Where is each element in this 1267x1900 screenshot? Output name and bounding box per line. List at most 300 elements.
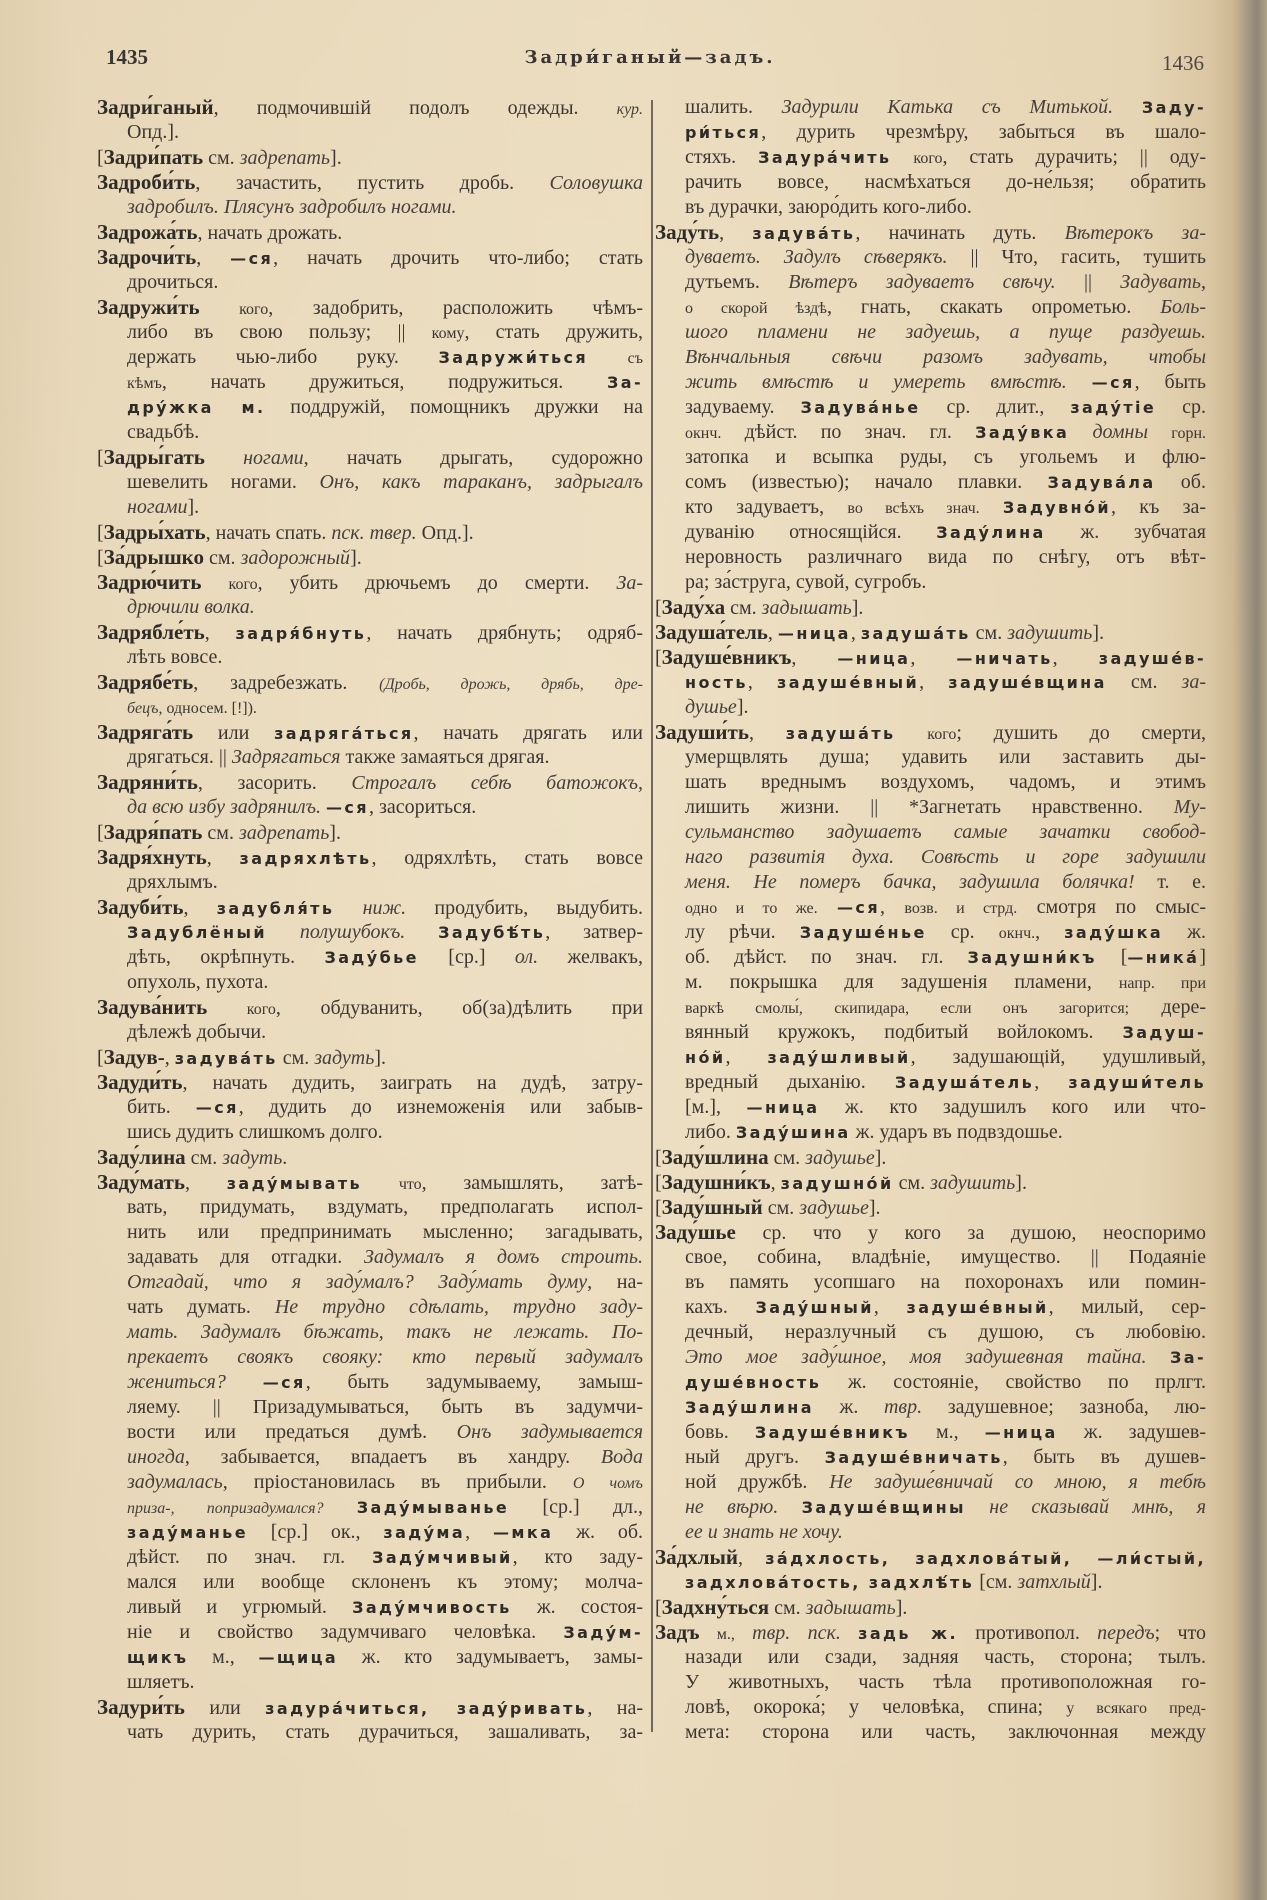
definition-text: ж. bbox=[813, 1396, 884, 1418]
definition-text: [см. bbox=[974, 1571, 1018, 1593]
definition-text: шляетъ. bbox=[127, 1671, 195, 1693]
text-line bbox=[655, 920, 1206, 945]
definition-text: , bbox=[738, 1547, 766, 1569]
text-line bbox=[97, 1620, 643, 1645]
text-line bbox=[97, 670, 643, 695]
definition-text: дѣйст. по знач. гл. bbox=[721, 421, 976, 443]
page-number-left: 1435 bbox=[106, 45, 148, 69]
text-line bbox=[97, 1420, 643, 1445]
grammar-label: кого bbox=[913, 150, 943, 167]
definition-text: чать думать. bbox=[127, 1296, 275, 1318]
definition-text: , милый, сер- bbox=[1048, 1296, 1206, 1318]
derived-form: ри́ться bbox=[685, 123, 762, 142]
definition-text: мался или вообще склоненъ къ этому; молча- bbox=[127, 1571, 643, 1593]
headword: Задъ bbox=[655, 1620, 700, 1644]
definition-text: , bbox=[767, 622, 778, 644]
example-text: полушубокъ. bbox=[299, 921, 406, 943]
definition-text: дрочиться. bbox=[127, 271, 219, 293]
text-line bbox=[655, 1520, 1206, 1545]
text-line bbox=[655, 295, 1206, 320]
definition-text bbox=[1148, 421, 1171, 443]
text-line bbox=[655, 170, 1206, 195]
text-line bbox=[97, 145, 643, 170]
definition-text: , bbox=[1052, 647, 1099, 669]
text-line bbox=[97, 1395, 643, 1420]
example-text: Онъ, какъ тараканъ, задрыгалъ bbox=[319, 471, 643, 493]
definition-text: ср. bbox=[1156, 396, 1206, 418]
text-line bbox=[97, 370, 643, 395]
text-line bbox=[655, 1170, 1206, 1195]
definition-text: . bbox=[282, 1147, 288, 1169]
definition-text: , начать дрыгать, судорожно bbox=[303, 447, 643, 469]
text-line bbox=[97, 295, 643, 320]
derived-form: Задува́ла bbox=[1047, 473, 1156, 492]
definition-text: , дудить до изнеможенія или забыв- bbox=[238, 1096, 643, 1118]
definition-text: , стать дружить, bbox=[464, 321, 643, 343]
definition-text: дечный, неразлучный съ душою, съ любовію. bbox=[685, 1321, 1206, 1343]
definition-text: , одряхлѣть, стать вовсе bbox=[371, 847, 643, 869]
example-text: мать. Задумалъ бѣжать, такъ не лежать. По- bbox=[127, 1321, 643, 1343]
example-text: задуть bbox=[314, 1047, 375, 1069]
definition-text: м., bbox=[188, 1646, 259, 1668]
headword: Задушни́къ bbox=[661, 1170, 771, 1194]
grammar-label: возв. и стрд. bbox=[904, 900, 1018, 917]
definition-text: либо въ свою пользу; || bbox=[127, 321, 432, 343]
definition-text: , bbox=[791, 647, 838, 669]
text-line bbox=[655, 395, 1206, 420]
definition-text bbox=[334, 897, 362, 919]
headword: Заду́шный bbox=[661, 1195, 763, 1219]
text-line bbox=[97, 1370, 643, 1395]
example-text: ногами bbox=[243, 447, 304, 469]
definition-text: [ bbox=[655, 1147, 662, 1169]
definition-text: шись дудить слишкомъ долго. bbox=[127, 1121, 383, 1143]
definition-text: въ дурачки, заюро́дить кого-либо. bbox=[685, 196, 972, 218]
example-text: Вѣтерокъ за- bbox=[1064, 222, 1206, 244]
text-line bbox=[655, 695, 1206, 720]
headword: Задря́пать bbox=[103, 820, 203, 844]
definition-text: шевелить ногами. bbox=[127, 471, 320, 493]
derived-form: Задуша́тель bbox=[894, 1073, 1035, 1092]
text-line bbox=[97, 1520, 643, 1545]
derived-form: Заду́бье bbox=[324, 948, 419, 967]
definition-text: ной дружбѣ. bbox=[685, 1471, 830, 1493]
definition-text: ж. об. bbox=[553, 1521, 643, 1543]
definition-text: , къ за- bbox=[1111, 496, 1206, 518]
text-line bbox=[97, 1645, 643, 1670]
definition-text bbox=[324, 1496, 357, 1518]
text-line bbox=[97, 320, 643, 345]
definition-text: см. bbox=[203, 147, 240, 169]
example-text: Вода bbox=[600, 1446, 643, 1468]
derived-form: заду́тіе bbox=[1070, 398, 1157, 417]
derived-form: ность bbox=[685, 673, 748, 692]
definition-text: задавать для отгадки. bbox=[127, 1246, 365, 1268]
example-text: не вѣрю. bbox=[685, 1496, 779, 1518]
definition-text: ]. bbox=[874, 1147, 887, 1169]
definition-text: стяхъ. bbox=[685, 146, 759, 168]
definition-text: лу рѣчи. bbox=[685, 921, 800, 943]
definition-text: , bbox=[880, 896, 905, 918]
definition-text: || bbox=[1055, 271, 1121, 293]
example-text: душье bbox=[685, 696, 737, 718]
definition-text: либо. bbox=[685, 1121, 736, 1143]
text-line bbox=[655, 1145, 1206, 1170]
definition-text: ]. bbox=[895, 1597, 908, 1619]
definition-text: дутьемъ. bbox=[685, 271, 789, 293]
derived-form: Задушни́къ bbox=[967, 948, 1097, 967]
derived-form: Задуше́вщины bbox=[801, 1498, 966, 1517]
text-line bbox=[97, 1545, 643, 1570]
grammar-label: кому bbox=[431, 325, 465, 342]
definition-text: дѣть, окрѣпнуть. bbox=[127, 946, 325, 968]
example-text: Не трудно сдѣлать, трудно заду- bbox=[274, 1296, 643, 1318]
example-text: иногда bbox=[127, 1446, 185, 1468]
definition-text bbox=[896, 722, 928, 744]
text-line bbox=[97, 870, 643, 895]
grammar-label: во всѣхъ знач. bbox=[847, 500, 980, 517]
definition-text: , подмочившій подолъ одежды. bbox=[213, 97, 617, 119]
definition-text: ж. задушев- bbox=[1057, 1421, 1206, 1443]
derived-form: Заду́мчивость bbox=[352, 1598, 512, 1617]
example-note: О чомъ bbox=[572, 1475, 643, 1492]
text-line bbox=[655, 495, 1206, 520]
example-text: да всю избу задрянилъ. bbox=[127, 796, 321, 818]
grammar-label: у всякаго пред- bbox=[1066, 1700, 1206, 1717]
example-text: Боль- bbox=[1160, 296, 1206, 318]
example-text: Онъ задумывается bbox=[456, 1421, 643, 1443]
example-text: сульманство задушаетъ самые зачатки свобод- bbox=[685, 821, 1206, 843]
definition-text: [ bbox=[97, 1047, 104, 1069]
derived-form: —ся bbox=[230, 249, 274, 268]
derived-form: задуши́тель bbox=[1068, 1073, 1206, 1092]
derived-form: —ница bbox=[777, 624, 851, 643]
derived-form: задуша́ть bbox=[785, 724, 896, 743]
definition-text: см. bbox=[185, 1147, 223, 1169]
definition-text: ср. что у кого за душою, неоспоримо bbox=[735, 1222, 1206, 1244]
headword: Задряни́ть bbox=[97, 770, 198, 794]
definition-text: , начать спать. bbox=[205, 522, 332, 544]
definition-text: [ bbox=[655, 597, 662, 619]
text-line bbox=[97, 695, 643, 720]
page-number-right: 1436 bbox=[1162, 51, 1204, 75]
definition-text: смотря по смыс- bbox=[1017, 896, 1206, 918]
definition-text: ж. ударъ въ подвздошье. bbox=[850, 1121, 1063, 1143]
derived-form: задушно́й bbox=[780, 1174, 894, 1193]
definition-text: У животныхъ, часть тѣла противоположная го- bbox=[685, 1671, 1206, 1693]
derived-form: Задружи́ться bbox=[438, 348, 589, 367]
definition-text bbox=[1069, 421, 1092, 443]
definition-text: , стать дурачить; || оду- bbox=[942, 146, 1206, 168]
definition-text: , bbox=[873, 1296, 907, 1318]
text-line bbox=[655, 845, 1206, 870]
text-line bbox=[655, 1495, 1206, 1520]
headword: Задрожа́ть bbox=[97, 220, 198, 244]
headword: Задуши́ть bbox=[655, 720, 749, 744]
derived-form: дру́жка м. bbox=[127, 398, 266, 417]
example-text: задорожный bbox=[240, 547, 351, 569]
definition-text: , bbox=[1034, 1071, 1069, 1093]
text-line bbox=[655, 1220, 1206, 1245]
definition-text: назади или сзади, задняя часть, сторона; тылъ. bbox=[685, 1646, 1206, 1668]
derived-form: Задублёный bbox=[127, 923, 267, 942]
definition-text: ный другъ. bbox=[685, 1446, 825, 1468]
definition-text: см. bbox=[762, 1197, 800, 1219]
definition-text: , bbox=[919, 671, 949, 693]
definition-text: , задребезжать. bbox=[193, 672, 380, 694]
definition-text: , пріостановилась въ прибыли. bbox=[222, 1471, 573, 1493]
example-text: твр. пск. bbox=[752, 1622, 841, 1644]
headword: Заду́лина bbox=[97, 1145, 186, 1169]
text-line bbox=[97, 770, 643, 795]
definition-text: об. bbox=[1155, 471, 1206, 493]
definition-text: дѣлежѣ добычи. bbox=[127, 1021, 267, 1043]
grammar-label: горн. bbox=[1171, 425, 1206, 442]
derived-form: задуше́в- bbox=[1098, 649, 1206, 668]
derived-form: Заду- bbox=[1141, 98, 1206, 117]
headword: Заду́шлина bbox=[661, 1145, 769, 1169]
text-line bbox=[97, 1345, 643, 1370]
definition-text: ра; за́струга, сувой, сугробъ. bbox=[685, 571, 927, 593]
example-text: задушить bbox=[1007, 622, 1093, 644]
definition-text: т. е. bbox=[1134, 871, 1206, 893]
text-line bbox=[655, 995, 1206, 1020]
example-text: передъ bbox=[1097, 1622, 1155, 1644]
definition-text: , на- bbox=[587, 1697, 643, 1719]
definition-text: , дурить чрезмѣру, забыться въ шало- bbox=[761, 121, 1206, 143]
text-line bbox=[655, 895, 1206, 920]
definition-text bbox=[966, 1496, 989, 1518]
text-line bbox=[655, 1120, 1206, 1145]
example-text: ногами bbox=[127, 496, 188, 518]
example-note: кур. bbox=[616, 101, 643, 118]
definition-text: въ память усопшаго на похоронахъ или помин- bbox=[685, 1271, 1206, 1293]
headword: Задув- bbox=[103, 1045, 165, 1069]
text-line bbox=[655, 245, 1206, 270]
derived-form: —мка bbox=[492, 1523, 554, 1542]
grammar-label: съ bbox=[627, 350, 643, 367]
derived-form: заду́манье bbox=[127, 1523, 248, 1542]
text-line bbox=[97, 1595, 643, 1620]
definition-text: дряхлымъ. bbox=[127, 871, 218, 893]
example-text: дрючили волка. bbox=[127, 596, 255, 618]
example-text: Соловушка bbox=[549, 172, 643, 194]
example-text: задробилъ. Плясунъ задробилъ ногами. bbox=[127, 196, 457, 218]
text-line bbox=[655, 1195, 1206, 1220]
text-line bbox=[655, 345, 1206, 370]
text-line bbox=[655, 320, 1206, 345]
text-line bbox=[655, 620, 1206, 645]
definition-text: [ bbox=[655, 647, 662, 669]
grammar-label: о скорой ѣздѣ bbox=[685, 300, 827, 317]
derived-form: Задуше́вникъ bbox=[754, 1423, 910, 1442]
definition-text: дере- bbox=[1129, 996, 1206, 1018]
derived-form: Заду́шный bbox=[755, 1298, 874, 1317]
text-line bbox=[97, 95, 643, 120]
headword: Задхну́ться bbox=[661, 1595, 770, 1619]
text-line bbox=[655, 870, 1206, 895]
definition-text: опухоль, пухота. bbox=[127, 971, 269, 993]
text-line bbox=[655, 95, 1206, 120]
definition-text: , bbox=[850, 622, 861, 644]
example-text: задышать bbox=[761, 597, 852, 619]
definition-text: ніе и свойство задумчиваго человѣка. bbox=[127, 1621, 564, 1643]
text-line bbox=[97, 1270, 643, 1295]
text-line bbox=[97, 645, 643, 670]
definition-text: , быть bbox=[1134, 371, 1206, 393]
text-line bbox=[655, 595, 1206, 620]
definition-text bbox=[841, 1622, 858, 1644]
definition-text: ]. bbox=[187, 496, 200, 518]
text-line bbox=[655, 1570, 1206, 1595]
definition-text: бовь. bbox=[685, 1421, 755, 1443]
example-text: Это мое заду́шное, моя задушевная тайна. bbox=[685, 1346, 1147, 1368]
derived-form: заду́шливый bbox=[767, 1048, 911, 1067]
definition-text: , обдуванить, об(за)дѣлить при bbox=[275, 997, 643, 1019]
headword: Задрю́чить bbox=[97, 570, 202, 594]
derived-form: Заду́мчивый bbox=[372, 1548, 513, 1567]
definition-text bbox=[207, 997, 247, 1019]
example-text: не сказывай мнѣ, я bbox=[989, 1496, 1206, 1518]
text-line bbox=[655, 1645, 1206, 1670]
text-line bbox=[655, 420, 1206, 445]
definition-text: [ bbox=[1096, 946, 1128, 968]
text-line bbox=[97, 270, 643, 295]
definition-text bbox=[205, 447, 243, 469]
headword: За́дхлый bbox=[655, 1545, 738, 1569]
text-line bbox=[97, 570, 643, 595]
definition-text: ]. bbox=[1015, 1172, 1027, 1194]
text-line bbox=[655, 1320, 1206, 1345]
text-line bbox=[97, 920, 643, 945]
derived-form: задува́ть bbox=[174, 1049, 278, 1068]
text-line bbox=[97, 520, 643, 545]
derived-form: задуше́вщина bbox=[948, 673, 1107, 692]
definition-text: ]. bbox=[736, 696, 749, 718]
definition-text: , начинать дуть. bbox=[855, 222, 1065, 244]
definition-text: , убить дрючьемъ до смерти. bbox=[257, 572, 617, 594]
example-text: твр. bbox=[883, 1396, 923, 1418]
definition-text: кахъ. bbox=[685, 1296, 756, 1318]
definition-text: , задобрить, расположить чѣмъ- bbox=[268, 297, 643, 319]
text-line bbox=[97, 1045, 643, 1070]
definition-text: ; душить до смерти, bbox=[956, 722, 1206, 744]
text-line bbox=[97, 745, 643, 770]
text-line bbox=[655, 445, 1206, 470]
derived-form: заду́мывать bbox=[226, 1174, 363, 1193]
definition-text: м. покрышка для задушенія пламени, bbox=[685, 971, 1119, 993]
left-column bbox=[97, 95, 643, 1745]
headword: За́дрышко bbox=[103, 545, 205, 569]
text-line bbox=[97, 395, 643, 420]
derived-form: Задуш- bbox=[1122, 1023, 1206, 1042]
definition-text: , кто заду- bbox=[512, 1546, 643, 1568]
derived-form: Заду́м- bbox=[563, 1623, 643, 1642]
headword: Задри́пать bbox=[103, 145, 204, 169]
text-line bbox=[97, 1320, 643, 1345]
example-text: меня. Не померъ бачка, задушила болячка! bbox=[685, 871, 1135, 893]
definition-text: [ср.] дл., bbox=[509, 1496, 643, 1518]
example-text: за- bbox=[1181, 671, 1206, 693]
derived-form: —ничать bbox=[956, 649, 1053, 668]
headword: Задури́ть bbox=[97, 1695, 185, 1719]
text-line bbox=[97, 1020, 643, 1045]
text-line bbox=[655, 1045, 1206, 1070]
headword: Заду́ть bbox=[655, 220, 720, 244]
definition-text: [ bbox=[655, 1597, 662, 1619]
derived-form: заду́ма bbox=[383, 1523, 466, 1542]
definition-text: шалить. bbox=[685, 96, 782, 118]
derived-form: Задура́чить bbox=[758, 148, 892, 167]
derived-form: задува́ть bbox=[752, 224, 856, 243]
definition-text: ; что bbox=[1154, 1622, 1206, 1644]
text-line bbox=[97, 470, 643, 495]
text-line bbox=[97, 1195, 643, 1220]
headword: Задуби́ть bbox=[97, 895, 184, 919]
definition-text: , bbox=[1201, 271, 1206, 293]
text-line bbox=[655, 470, 1206, 495]
text-line bbox=[97, 120, 643, 145]
definition-text: , bbox=[204, 622, 236, 644]
example-text: задушить bbox=[930, 1172, 1016, 1194]
definition-text: ловѣ, окорока́; у человѣка, спина; bbox=[685, 1696, 1067, 1718]
text-line bbox=[655, 820, 1206, 845]
text-line bbox=[655, 1420, 1206, 1445]
right-column bbox=[655, 95, 1206, 1745]
grammar-label: что bbox=[398, 1176, 422, 1193]
text-line bbox=[97, 420, 643, 445]
derived-form: за́дхлость, задхлова́тый, —ли́стый, bbox=[765, 1549, 1206, 1568]
definition-text bbox=[588, 346, 628, 368]
grammar-label: окнч. bbox=[998, 925, 1036, 942]
text-line bbox=[97, 620, 643, 645]
definition-text: сомъ (известью); начало плавки. bbox=[685, 471, 1048, 493]
grammar-label: кого bbox=[927, 726, 957, 743]
example-text: Вѣтеръ задуваетъ свѣчу. bbox=[788, 271, 1056, 293]
definition-text: Опд.]. bbox=[416, 522, 474, 544]
derived-form: задряхлѣть bbox=[239, 849, 372, 868]
running-head: Задри́ганый—задъ. bbox=[524, 47, 776, 68]
definition-text: см. bbox=[768, 1147, 806, 1169]
headword: Задрочи́ть bbox=[97, 245, 197, 269]
text-line bbox=[655, 770, 1206, 795]
definition-text: [ bbox=[655, 1172, 662, 1194]
definition-text bbox=[362, 1172, 399, 1194]
definition-text: затопка и всыпка руды, съ угольемъ и флю- bbox=[685, 446, 1206, 468]
derived-form: Заду́лина bbox=[936, 523, 1046, 542]
text-line bbox=[97, 1670, 643, 1695]
text-line bbox=[97, 1720, 643, 1745]
derived-form: —щица bbox=[258, 1648, 339, 1667]
grammar-label: кого bbox=[246, 1001, 276, 1018]
text-line bbox=[655, 520, 1206, 545]
example-text: задушье bbox=[805, 1147, 875, 1169]
headword: Задуше́вникъ bbox=[661, 645, 792, 669]
derived-form: задь ж. bbox=[858, 1624, 958, 1643]
example-text: наго развитія духа. Совѣсть и горе задушили bbox=[685, 846, 1206, 868]
definition-text: дуванію относящійся. bbox=[685, 521, 937, 543]
text-line bbox=[97, 820, 643, 845]
definition-text: , начать дрочить что-либо; стать bbox=[273, 247, 643, 269]
derived-form: но́й bbox=[685, 1048, 726, 1067]
example-text: Вѣнчальныя свѣчи разомъ задувать, чтобы bbox=[685, 346, 1206, 368]
headword: Задры́хать bbox=[103, 520, 206, 544]
grammar-label: м., bbox=[716, 1626, 735, 1643]
example-text: прекаетъ своякъ свояку: кто первый задумалъ bbox=[127, 1346, 643, 1368]
text-line bbox=[655, 1295, 1206, 1320]
derived-form: Задувно́й bbox=[1002, 498, 1112, 517]
example-text: задышать bbox=[805, 1597, 896, 1619]
